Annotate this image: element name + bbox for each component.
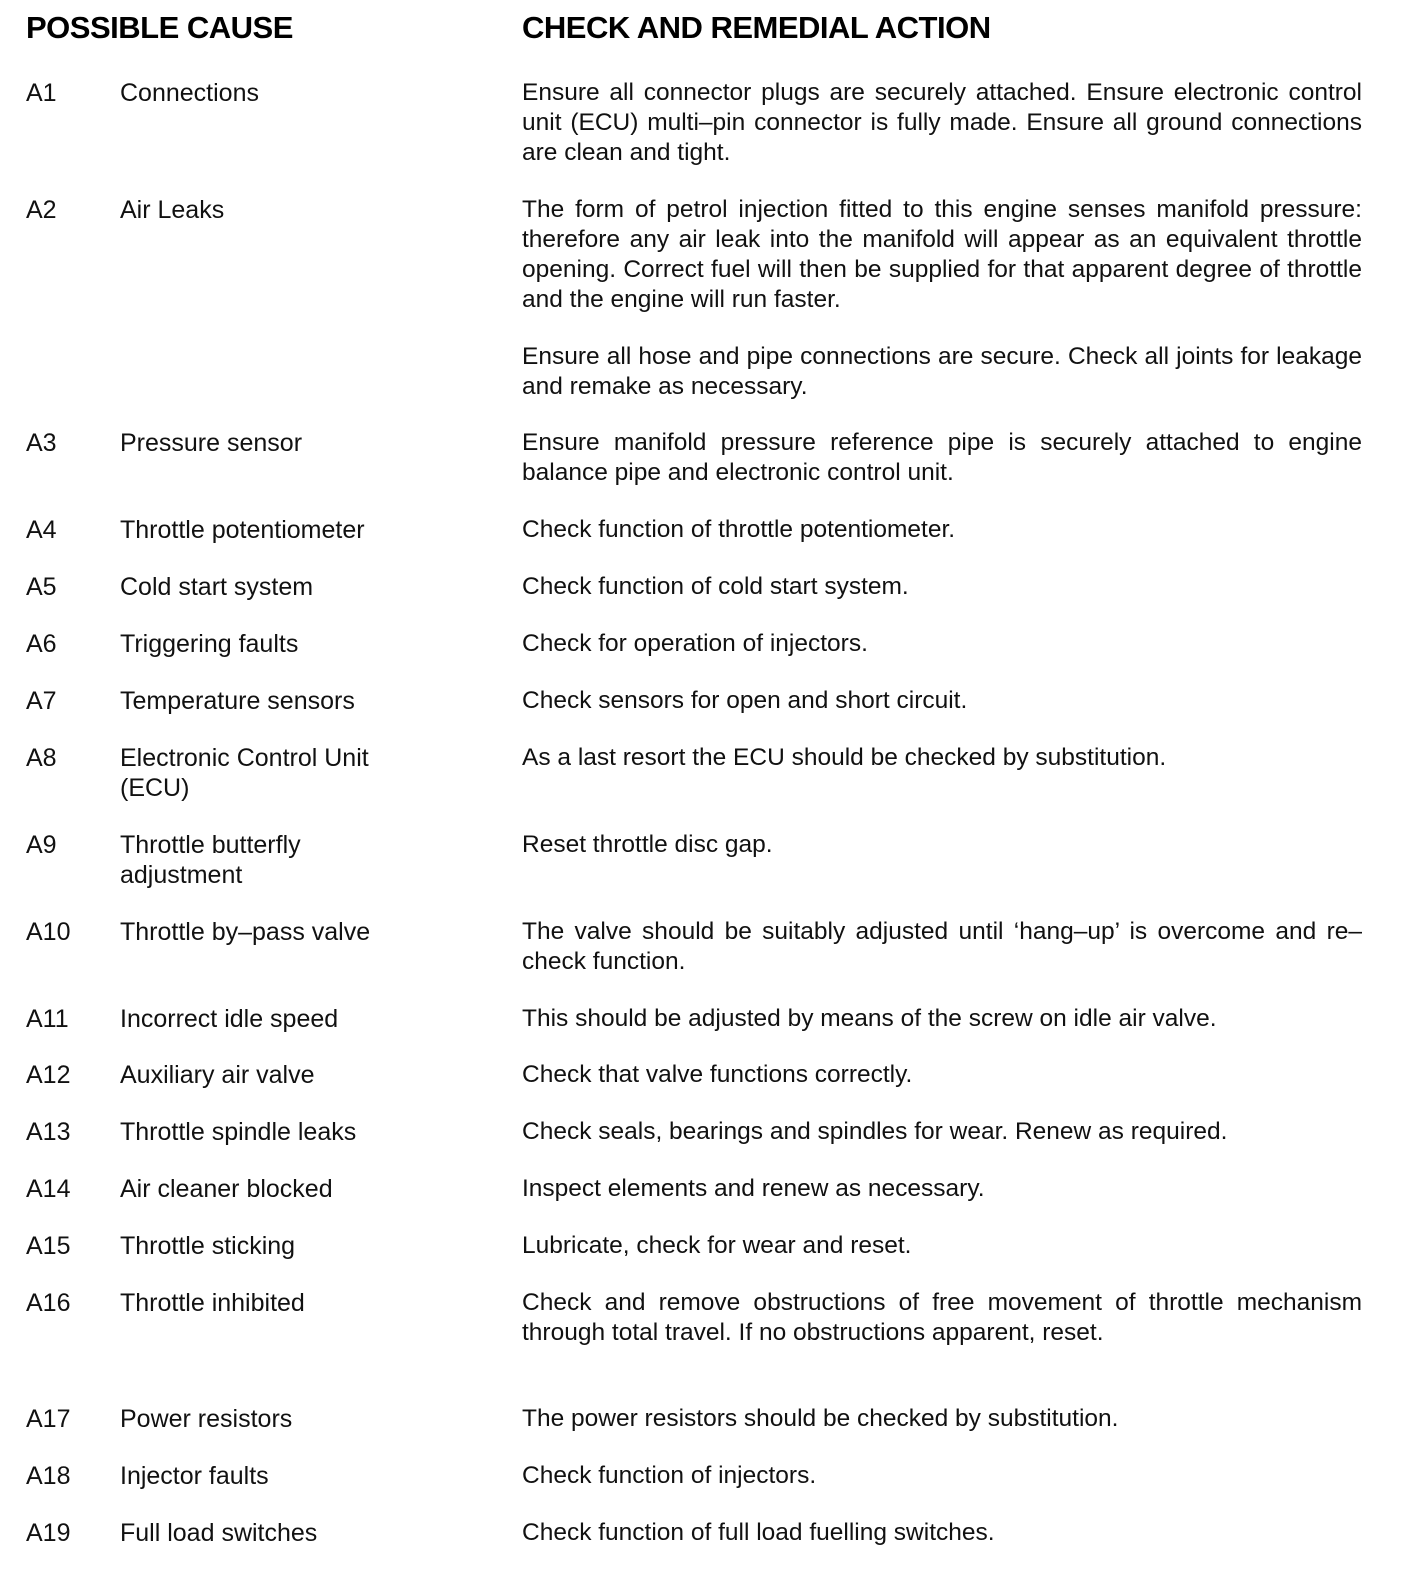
cause-label: Connections xyxy=(120,79,259,107)
remedial-action xyxy=(522,629,1362,659)
cause-code: A3 xyxy=(26,429,57,457)
remedial-action xyxy=(522,1461,1362,1491)
action-paragraph: Reset throttle disc gap. xyxy=(522,831,773,858)
action-paragraph: Check function of injectors. xyxy=(522,1462,817,1489)
cause-label: Full load switches xyxy=(120,1519,318,1547)
remedial-action xyxy=(522,1004,1362,1034)
remedial-action xyxy=(522,572,1362,602)
cause-label: Auxiliary air valve xyxy=(120,1061,315,1089)
cause-code: A19 xyxy=(26,1519,71,1547)
cause-label: Throttle butterfly adjustment xyxy=(120,831,301,889)
cause-code: A17 xyxy=(26,1405,71,1433)
cause-code: A12 xyxy=(26,1061,71,1089)
check-remedial-action-header: CHECK AND REMEDIAL ACTION xyxy=(522,10,991,45)
remedial-action xyxy=(522,830,1362,860)
remedial-action xyxy=(522,1404,1362,1434)
action-paragraph: Check for operation of injectors. xyxy=(522,630,868,657)
action-paragraph: Check function of cold start system. xyxy=(522,573,909,600)
cause-label: Throttle spindle leaks xyxy=(120,1118,357,1146)
cause-code: A5 xyxy=(26,573,57,601)
action-paragraph: Ensure manifold pressure reference pipe is securely attached to engine balance pipe and electronic control unit. xyxy=(522,429,1362,486)
action-paragraph: Check sensors for open and short circuit. xyxy=(522,687,968,714)
cause-code: A13 xyxy=(26,1118,71,1146)
action-paragraph: Check and remove obstructions of free movement of throttle mechanism through total travel. If no obstructions apparent, reset. xyxy=(522,1289,1362,1346)
cause-label: Throttle potentiometer xyxy=(120,516,365,544)
remedial-action xyxy=(522,686,1362,716)
remedial-action xyxy=(522,1117,1362,1147)
action-paragraph: The form of petrol injection fitted to this engine senses manifold pressure: therefore any air leak into the manifold will appear as an equivalent throttle opening. Correct fuel will then be supplied for that apparent degree of throttle and the engine will run faster. xyxy=(522,196,1362,313)
cause-label: Air cleaner blocked xyxy=(120,1175,333,1203)
cause-label: Pressure sensor xyxy=(120,429,303,457)
cause-label: Throttle sticking xyxy=(120,1232,296,1260)
remedial-action xyxy=(522,1288,1362,1348)
remedial-action xyxy=(522,1060,1362,1090)
cause-code: A8 xyxy=(26,744,57,772)
cause-label: Temperature sensors xyxy=(120,687,355,715)
cause-code: A4 xyxy=(26,516,57,544)
cause-code: A16 xyxy=(26,1289,71,1317)
remedial-action xyxy=(522,1231,1362,1261)
action-paragraph: Check that valve functions correctly. xyxy=(522,1061,913,1088)
remedial-action xyxy=(522,428,1362,488)
possible-cause-header: POSSIBLE CAUSE xyxy=(26,10,293,45)
cause-label: Injector faults xyxy=(120,1462,269,1490)
action-paragraph: Lubricate, check for wear and reset. xyxy=(522,1232,912,1259)
cause-label: Incorrect idle speed xyxy=(120,1005,339,1033)
remedial-action xyxy=(522,743,1362,773)
cause-label: Electronic Control Unit (ECU) xyxy=(120,744,369,802)
cause-label: Throttle by–pass valve xyxy=(120,918,371,946)
remedial-action xyxy=(522,515,1362,545)
action-paragraph: Check function of full load fuelling switches. xyxy=(522,1519,995,1546)
action-paragraph: As a last resort the ECU should be checked by substitution. xyxy=(522,744,1167,771)
cause-label: Air Leaks xyxy=(120,196,225,224)
action-paragraph: Check function of throttle potentiometer. xyxy=(522,516,956,543)
cause-code: A9 xyxy=(26,831,57,859)
action-paragraph: Ensure all hose and pipe connections are secure. Check all joints for leakage and remake as necessary. xyxy=(522,343,1362,400)
cause-code: A1 xyxy=(26,79,57,107)
cause-code: A14 xyxy=(26,1175,71,1203)
cause-label: Power resistors xyxy=(120,1405,293,1433)
remedial-action xyxy=(522,917,1362,977)
remedial-action xyxy=(522,1518,1362,1548)
cause-code: A11 xyxy=(26,1005,69,1033)
action-paragraph: Check seals, bearings and spindles for wear. Renew as required. xyxy=(522,1118,1228,1145)
cause-code: A18 xyxy=(26,1462,71,1490)
remedial-action xyxy=(522,195,1362,402)
cause-label: Triggering faults xyxy=(120,630,299,658)
cause-code: A10 xyxy=(26,918,71,946)
cause-code: A7 xyxy=(26,687,57,715)
action-paragraph: Ensure all connector plugs are securely attached. Ensure electronic control unit (ECU) multi–pin connector is fully made. Ensure all ground connections are clean and tight. xyxy=(522,79,1362,166)
cause-label: Cold start system xyxy=(120,573,314,601)
cause-code: A15 xyxy=(26,1232,71,1260)
action-paragraph: The power resistors should be checked by substitution. xyxy=(522,1405,1119,1432)
remedial-action xyxy=(522,78,1362,168)
remedial-action xyxy=(522,1174,1362,1204)
action-paragraph: The valve should be suitably adjusted until ‘hang–up’ is overcome and re–check function. xyxy=(522,918,1362,975)
action-paragraph: This should be adjusted by means of the screw on idle air valve. xyxy=(522,1005,1217,1032)
cause-code: A6 xyxy=(26,630,57,658)
cause-code: A2 xyxy=(26,196,57,224)
action-paragraph: Inspect elements and renew as necessary. xyxy=(522,1175,985,1202)
cause-label: Throttle inhibited xyxy=(120,1289,305,1317)
